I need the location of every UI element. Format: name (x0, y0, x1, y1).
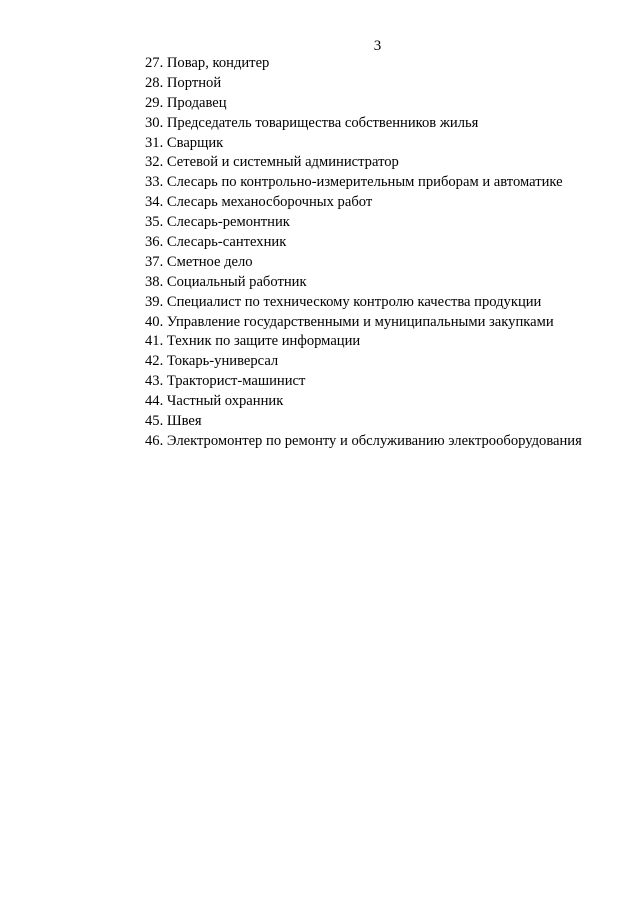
list-item: 29. Продавец (145, 94, 227, 111)
list-item: 41. Техник по защите информации (145, 333, 361, 350)
list-item: 30. Председатель товарищества собственников жилья (145, 114, 479, 131)
list-item: 46. Электромонтер по ремонту и обслуживанию электрооборудования (145, 432, 582, 449)
list-item: 38. Социальный работник (145, 273, 307, 290)
list-item: 36. Слесарь-сантехник (145, 234, 287, 251)
list-item: 44. Частный охранник (145, 393, 284, 410)
list-item: 39. Специалист по техническому контролю качества продукции (145, 293, 542, 310)
page-number: 3 (373, 38, 382, 54)
list-item: 40. Управление государственными и муниципальными закупками (145, 313, 554, 330)
list-item: 34. Слесарь механосборочных работ (145, 194, 373, 211)
list-item: 27. Повар, кондитер (145, 55, 270, 71)
list-item: 42. Токарь-универсал (145, 353, 279, 370)
list-item: 37. Сметное дело (145, 253, 253, 270)
list-item: 33. Слесарь по контрольно-измерительным приборам и автоматике (145, 174, 563, 191)
list-item: 45. Швея (145, 413, 202, 430)
list-item: 43. Тракторист-машинист (145, 373, 306, 390)
list-item: 28. Портной (145, 74, 222, 91)
profession-list (145, 54, 582, 452)
list-item: 32. Сетевой и системный администратор (145, 154, 399, 171)
list-item: 31. Сварщик (145, 134, 224, 151)
list-item: 35. Слесарь-ремонтник (145, 214, 290, 231)
